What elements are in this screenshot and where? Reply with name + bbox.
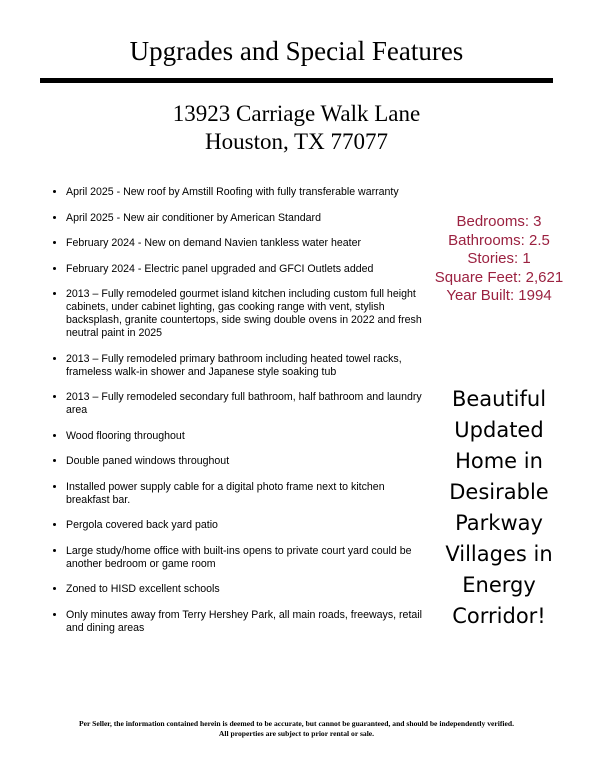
features-list xyxy=(34,186,426,647)
stat-year-built: Year Built: 1994 xyxy=(446,287,552,304)
promo-line: Parkway xyxy=(455,511,543,535)
feature-item: • Only minutes away from Terry Hershey Park, all main roads, freeways, retail and dining areas xyxy=(66,609,426,635)
feature-item: • Large study/home office with built-ins opens to private court yard could be another bedroom or game room xyxy=(66,545,426,571)
feature-item: • Zoned to HISD excellent schools xyxy=(66,583,426,596)
title-divider xyxy=(40,78,553,83)
property-stats xyxy=(420,213,578,306)
feature-item: • Pergola covered back yard patio xyxy=(66,519,426,532)
address-city: Houston, TX 77077 xyxy=(205,129,388,154)
stat-square-feet: Square Feet: 2,621 xyxy=(434,268,564,286)
feature-item: • Wood flooring throughout xyxy=(66,430,426,443)
stat-bathrooms: Bathrooms: 2.5 xyxy=(448,231,550,249)
disclaimer xyxy=(0,719,593,739)
disclaimer-line: Per Seller, the information contained herein is deemed to be accurate, but cannot be guaranteed, and should be independently verified. xyxy=(78,719,515,728)
feature-item: • 2013 – Fully remodeled primary bathroom including heated towel racks, frameless walk-in shower and Japanese style soaking tub xyxy=(66,353,426,379)
feature-item: • April 2025 - New roof by Amstill Roofing with fully transferable warranty xyxy=(66,186,426,199)
promo-line: Beautiful xyxy=(451,387,547,411)
promo-line: Energy xyxy=(462,573,536,597)
stat-stories: Stories: 1 xyxy=(467,250,531,267)
page-title: Upgrades and Special Features xyxy=(129,36,464,66)
promo-line: Corridor! xyxy=(452,604,546,628)
promo-line: Villages in xyxy=(445,542,553,566)
promo-line: Home in xyxy=(455,449,543,473)
feature-item: • 2013 – Fully remodeled secondary full bathroom, half bathroom and laundry area xyxy=(66,391,426,417)
feature-item: • February 2024 - Electric panel upgraded and GFCI Outlets added xyxy=(66,263,426,276)
feature-item: • February 2024 - New on demand Navien tankless water heater xyxy=(66,237,426,250)
feature-item: • Double paned windows throughout xyxy=(66,455,426,468)
feature-item: • April 2025 - New air conditioner by American Standard xyxy=(66,212,426,225)
promo-line: Updated xyxy=(454,418,544,442)
promo-text xyxy=(420,384,578,632)
promo-line: Desirable xyxy=(449,480,549,504)
disclaimer-line: All properties are subject to prior rental or sale. xyxy=(218,729,375,738)
feature-item: • 2013 – Fully remodeled gourmet island kitchen including custom full height cabinets, under cabinet lighting, gas cooking range with vent, stylish backsplash, granite countertops, side swing double ovens in 2022 and fresh neutral paint in 2025 xyxy=(66,288,426,340)
feature-item: • Installed power supply cable for a digital photo frame next to kitchen breakfast bar. xyxy=(66,481,426,507)
property-address xyxy=(0,100,593,156)
stat-bedrooms: Bedrooms: 3 xyxy=(456,213,542,230)
address-street: 13923 Carriage Walk Lane xyxy=(172,101,421,126)
